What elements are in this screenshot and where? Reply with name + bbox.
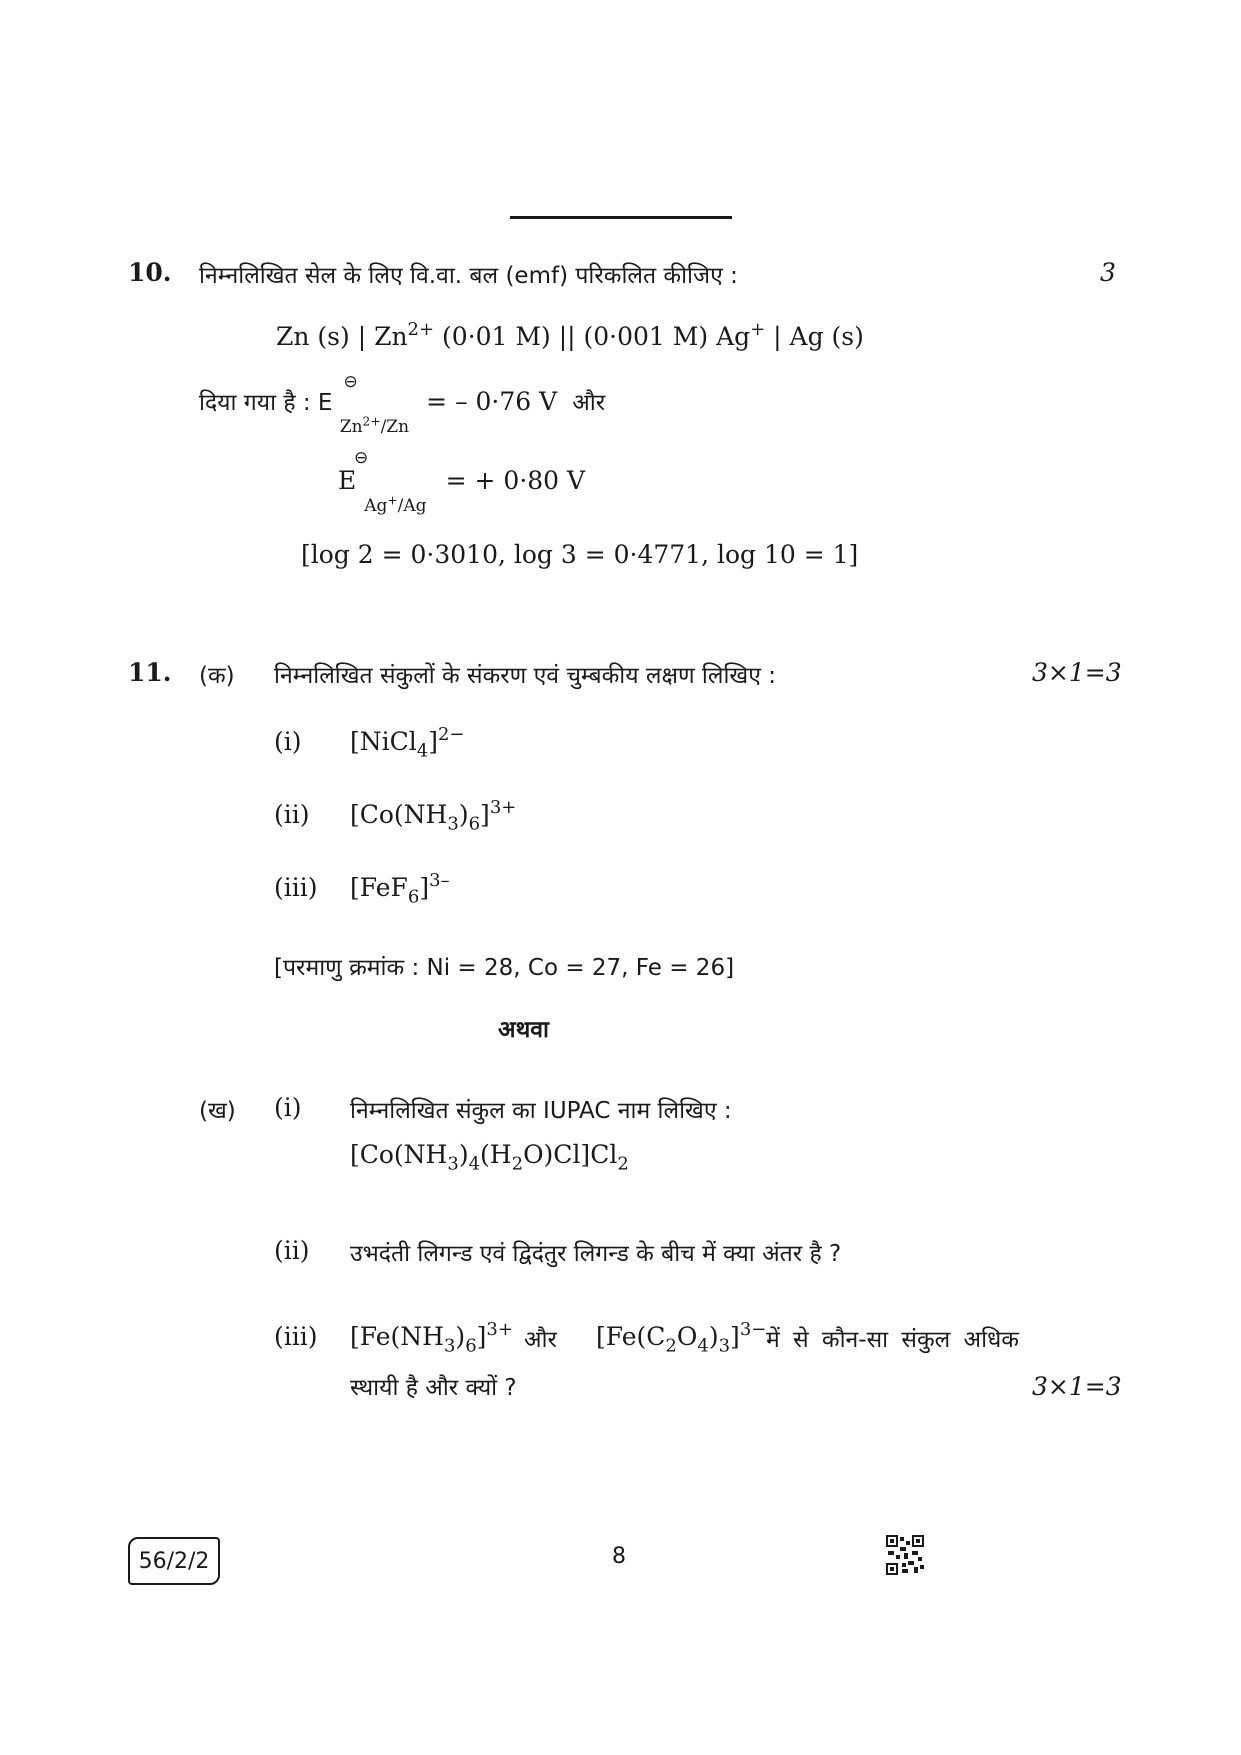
q11-item-formula: [NiCl$_4$]$^{2-}$ bbox=[350, 724, 465, 762]
section-rule bbox=[510, 216, 732, 219]
q11-b-iii-formula-2: $[Fe(C_2O_4)_3]^{3-}$ bbox=[596, 1319, 767, 1357]
q10-marks: 3 bbox=[1100, 258, 1116, 287]
q11-item-label: (i) bbox=[274, 727, 302, 756]
q11-part-a-text: निम्नलिखित संकुलों के संकरण एवं चुम्बकीय लक्षण लिखिए : bbox=[274, 663, 777, 689]
q11-part-b-label: (ख) bbox=[199, 1098, 236, 1124]
q11-b-i-label: (i) bbox=[274, 1093, 302, 1122]
q11-b-iii-text-2: स्थायी है और क्यों ? bbox=[350, 1375, 517, 1401]
q10-log-values: [log 2 = 0·3010, log 3 = 0·4771, log 10 = 1] bbox=[301, 540, 859, 569]
page-number: 8 bbox=[612, 1544, 626, 1569]
q11-b-ii-text: उभदंती लिगन्ड एवं द्विदंतुर लिगन्ड के बीच में क्या अंतर है ? bbox=[350, 1241, 842, 1267]
q11-atomic-numbers: [परमाणु क्रमांक : Ni = 28, Co = 27, Fe = 26] bbox=[274, 955, 735, 981]
q11-part-a-marks: 3×1=3 bbox=[1032, 658, 1122, 687]
q10-given-e1: दिया गया है : E ⊖ $Zn^{2+}/Zn$ = – 0·76 V और bbox=[199, 372, 606, 437]
q11-b-iii-and: और bbox=[524, 1327, 557, 1353]
q11-item-formula: $[FeF_6]^{3-}$ bbox=[350, 870, 450, 908]
q11-item-label: (iii) bbox=[274, 873, 318, 902]
q11-item-label: (ii) bbox=[274, 800, 310, 829]
q10-text: निम्नलिखित सेल के लिए वि.वा. बल (emf) परिकलित कीजिए : bbox=[199, 263, 738, 289]
paper-code-badge bbox=[128, 1537, 220, 1585]
q11-number: 11. bbox=[128, 658, 172, 687]
q11-b-iii-formula-1: $[Fe(NH_3)_6]^{3+}$ bbox=[350, 1319, 513, 1357]
q11-part-b-marks: 3×1=3 bbox=[1032, 1372, 1122, 1401]
q11-b-iii-label: (iii) bbox=[274, 1322, 318, 1351]
q11-item-formula: $[Co(NH_3)_6]^{3+}$ bbox=[350, 797, 517, 835]
qr-code-icon bbox=[886, 1535, 924, 1575]
q10-number: 10. bbox=[128, 258, 172, 287]
q11-b-i-text: निम्नलिखित संकुल का IUPAC नाम लिखिए : bbox=[350, 1098, 732, 1124]
q11-or: अथवा bbox=[498, 1017, 550, 1043]
q10-cell-notation: Zn (s) | $Zn^{2+}$ (0·01 M) || (0·001 M) Ag+ | Ag (s) bbox=[276, 319, 864, 351]
q10-given-e2: E ⊖ Ag+/Ag = + 0·80 V bbox=[338, 448, 586, 516]
q11-b-iii-text-1: में से कौन-सा संकुल अधिक bbox=[766, 1327, 1019, 1353]
q11-b-ii-label: (ii) bbox=[274, 1236, 310, 1265]
q11-b-i-formula: $[Co(NH_3)_4(H_2O)Cl]Cl_2$ bbox=[350, 1140, 629, 1175]
paper-code: 56/2/2 bbox=[138, 1548, 210, 1574]
q11-part-a-label: (क) bbox=[199, 663, 235, 689]
